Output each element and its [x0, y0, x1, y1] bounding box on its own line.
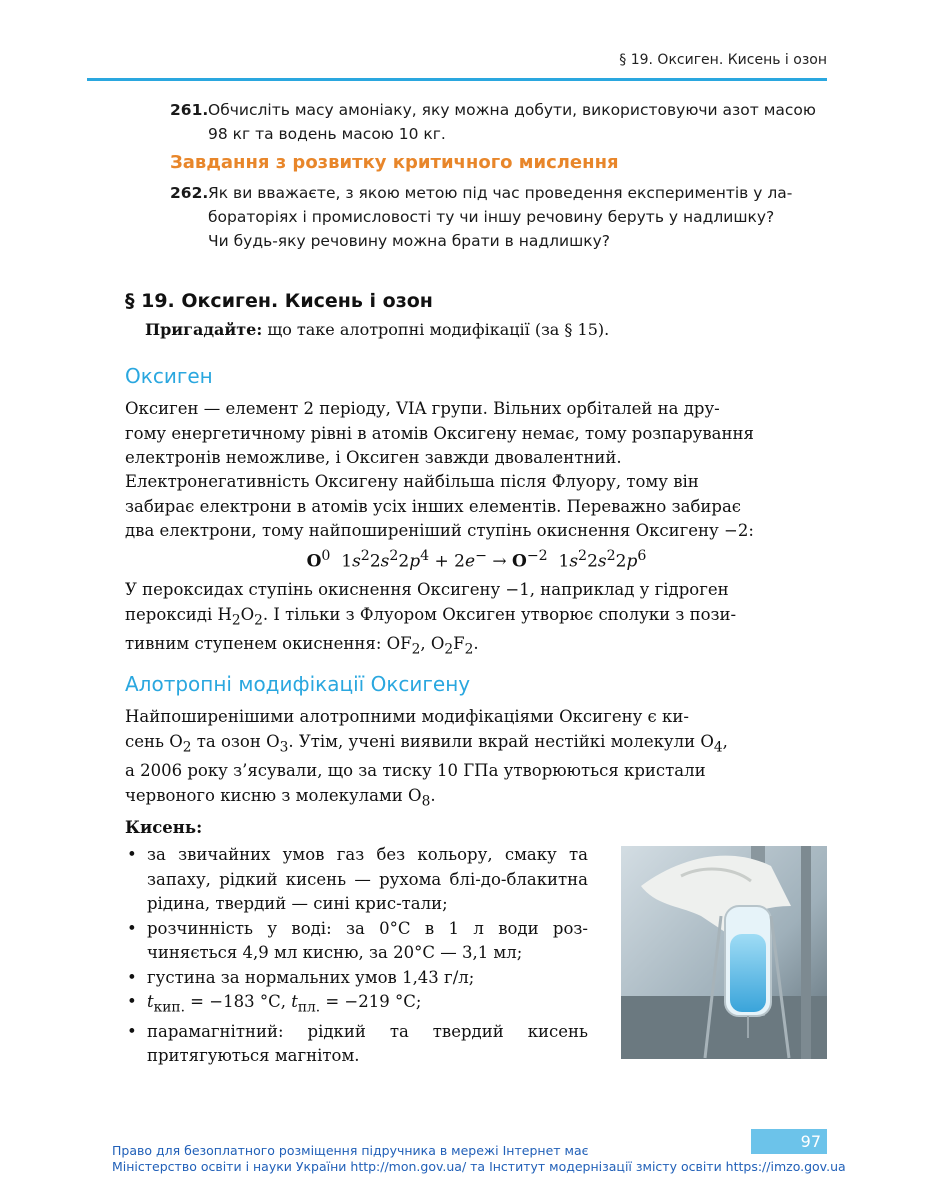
task-number: 261. — [170, 101, 209, 119]
text-line: червоного кисню з молекулами $O_8$. — [125, 785, 436, 810]
list-item: • за звичайних умов газ без кольору, смаку та запаху, рідкий кисень — рухома блі-до-блакитна рідина, твердий — сині крис-тали; — [127, 845, 588, 913]
list-item: • розчинність у воді: за 0°С в 1 л води роз-чиняється 4,9 мл кисню, за 20°С — 3,1 мл; — [127, 918, 588, 962]
text-line: Найпоширенішими алотропними модифікаціями Оксигену є ки- — [125, 707, 689, 726]
subheading-allotropes: Алотропні модифікації Оксигену — [125, 672, 471, 696]
oxygen-properties-list — [125, 843, 588, 1069]
critical-thinking-heading: Завдання з розвитку критичного мислення — [170, 152, 619, 173]
task-line: 98 кг та водень масою 10 кг. — [208, 125, 446, 143]
task-line: бораторіях і промисловості ту чи іншу речовину беруть у надлишку? — [208, 208, 775, 226]
text-line: сень $O_2$ та озон $O_3$. Утім, учені виявили вкрай нестійкі молекули $O_4$, — [125, 731, 728, 755]
recall-label: Пригадайте: — [145, 320, 263, 339]
header-rule — [87, 78, 827, 81]
liquid-oxygen-photo — [621, 846, 827, 1059]
text-line: тивним ступенем окиснення: $OF_2$, $O_2F_2$. — [125, 634, 479, 658]
paragraph-3 — [125, 578, 828, 662]
subheading-oxygen: Оксиген — [125, 364, 213, 388]
text-line: гому енергетичному рівні в атомів Оксигену немає, тому розпарування — [125, 423, 754, 443]
list-item: • густина за нормальних умов 1,43 г/л; — [127, 967, 475, 987]
text-line: Електронегативність Оксигену найбільша після Флуору, тому він — [125, 472, 699, 491]
text-line: два електрони, тому найпоширеніший ступінь окиснення Оксигену −2: — [125, 521, 754, 540]
text-line: електронів неможливе, і Оксиген завжди двовалентний. — [125, 448, 622, 467]
text-line: забирає електрони в атомів усіх інших елементів. Переважно забирає — [125, 496, 742, 516]
paragraph-2 — [125, 470, 828, 544]
text-line: а 2006 року з’ясували, що за тиску 10 ГПа утворюються кристали — [125, 761, 706, 781]
footer-line-1: Право для безоплатного розміщення підручника в мережі Інтернет має — [112, 1143, 589, 1158]
task-262 — [170, 181, 827, 253]
text-line: Оксиген — елемент 2 періоду, VIA групи. Вільних орбіталей на дру- — [125, 399, 720, 418]
task-line: Обчисліть масу амоніаку, яку можна добути, використовуючи азот масою — [208, 101, 816, 119]
recall-line — [145, 320, 609, 339]
text-line: У пероксидах ступінь окиснення Оксигену −1, наприклад у гідроген — [125, 580, 729, 599]
running-head: § 19. Оксиген. Кисень і озон — [619, 52, 827, 68]
list-item: • $t_{кип.} = -183$ °С, $t_{пл.} = -219$ °С; — [127, 992, 422, 1016]
task-line: Як ви вважаєте, з якою метою під час проведення експериментів у ла- — [208, 184, 793, 202]
task-261 — [170, 98, 827, 146]
footer-line-2: Міністерство освіти і науки України http://mon.gov.ua/ та Інститут модернізації змісту освіти https://imzo.gov.ua — [112, 1159, 846, 1174]
paragraph-1 — [125, 397, 828, 471]
recall-text: що таке алотропні модифікації (за § 15). — [262, 320, 610, 339]
electron-formula: $O^0$ $1s^22s^22p^4 + 2e^- \to O^{-2}$ $1s^22s^22p^6$ — [306, 548, 647, 572]
task-line: Чи будь-яку речовину можна брати в надлишку? — [208, 232, 611, 250]
oxygen-properties-title: Кисень: — [125, 818, 203, 837]
section-title: § 19. Оксиген. Кисень і озон — [125, 290, 433, 312]
task-number: 262. — [170, 184, 209, 202]
text-line: пероксиді $H_2O_2$. І тільки з Флуором Оксиген утворює сполуки з пози- — [125, 604, 737, 628]
list-item: • парамагнітний: рідкий та твердий кисень притягуються магнітом. — [127, 1021, 588, 1066]
paragraph-4 — [125, 705, 828, 814]
page-number: 97 — [751, 1129, 827, 1154]
